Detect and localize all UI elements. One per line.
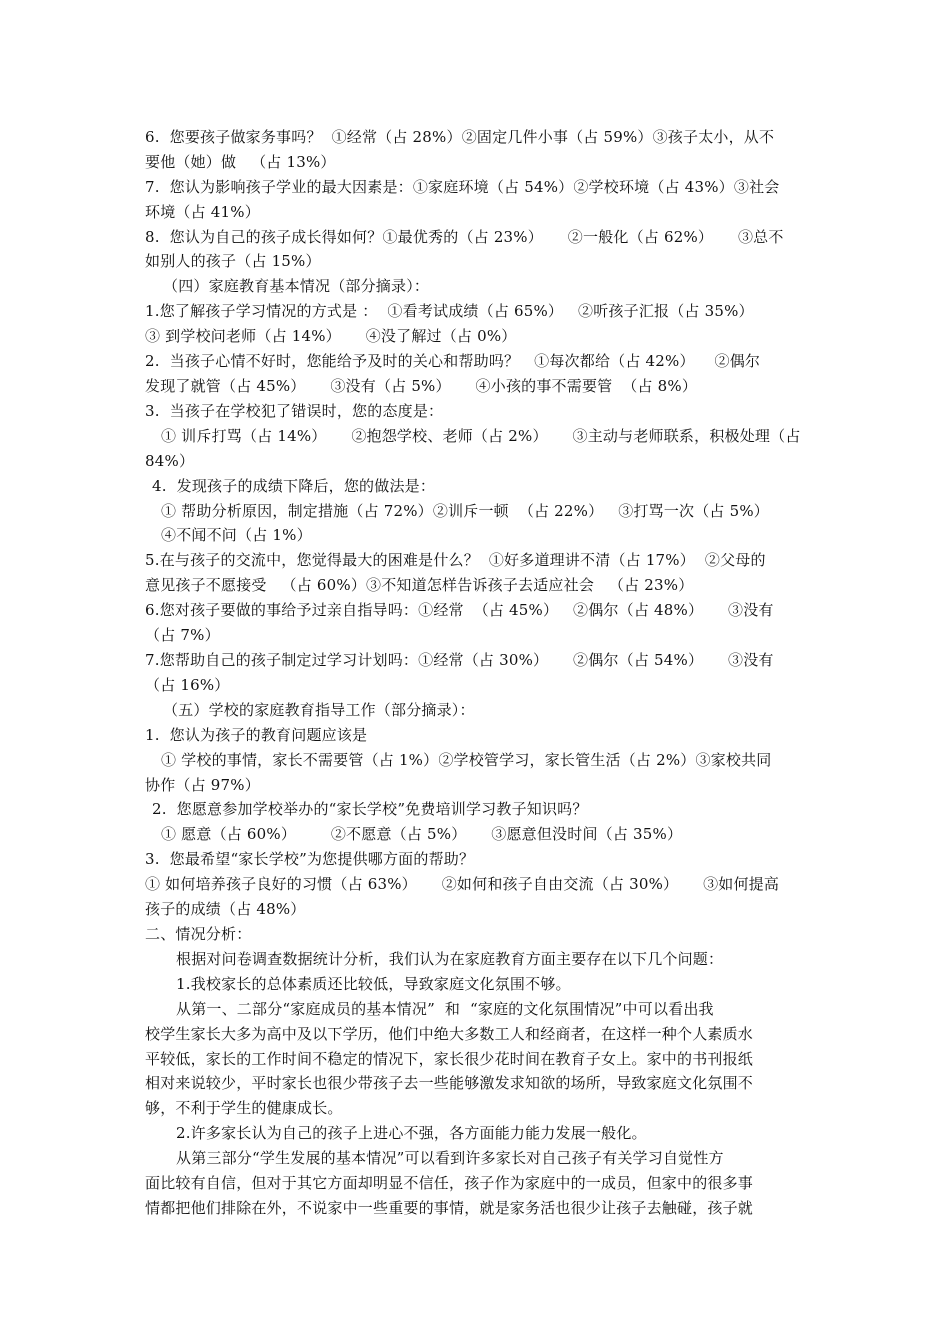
text-line: 平较低，家长的工作时间不稳定的情况下，家长很少花时间在教育子女上。家中的书刊报纸 <box>145 1050 754 1068</box>
text-line: 如别人的孩子（占 15%） <box>145 252 321 270</box>
text-line: 1.您了解孩子学习情况的方式是 ： ①看考试成绩（占 65%） ②听孩子汇报（占 35%） <box>145 302 754 320</box>
text-line: 2. 您愿意参加学校举办的“家长学校”免费培训学习教子知识吗？ <box>152 800 588 818</box>
text-line: 84%） <box>145 452 195 470</box>
text-line: （占 7%） <box>145 626 220 644</box>
text-line: 要他（她）做 （占 13%） <box>145 153 336 171</box>
text-line: 意见孩子不愿接受 （占 60%）③不知道怎样告诉孩子去适应社会 （占 23%） <box>145 576 694 594</box>
text-line: 2.许多家长认为自己的孩子上进心不强，各方面能力能力发展一般化。 <box>176 1124 647 1142</box>
text-line: 1. 您认为孩子的教育问题应该是 <box>145 726 368 744</box>
text-line: 8. 您认为自己的孩子成长得如何？①最优秀的（占 23%） ②一般化（占 62%） ③总不 <box>145 228 784 246</box>
text-line: 相对来说较少，平时家长也很少带孩子去一些能够激发求知欲的场所，导致家庭文化氛围不 <box>145 1074 754 1092</box>
text-line: 6.您对孩子要做的事给予过亲自指导吗：①经常 （占 45%） ②偶尔（占 48%） ③没有 <box>145 601 774 619</box>
text-line: 根据对问卷调查数据统计分析，我们认为在家庭教育方面主要存在以下几个问题： <box>176 950 724 968</box>
text-line: 情都把他们排除在外，不说家中一些重要的事情，就是家务活也很少让孩子去触碰，孩子就 <box>145 1199 754 1217</box>
text-line: 5.在与孩子的交流中，您觉得最大的困难是什么？ ①好多道理讲不清（占 17%） ②父母的 <box>145 551 766 569</box>
text-line: （占 16%） <box>145 676 230 694</box>
text-line: ① 训斥打骂（占 14%） ②抱怨学校、老师（占 2%） ③主动与老师联系，积极处理（占 <box>161 427 801 445</box>
text-line: ① 学校的事情，家长不需要管（占 1%）②学校管学习，家长管生活（占 2%）③家校共同 <box>161 751 772 769</box>
text-line: 面比较有自信，但对于其它方面却明显不信任，孩子作为家庭中的一成员，但家中的很多事 <box>145 1174 754 1192</box>
text-line: ③ 到学校问老师（占 14%） ④没了解过（占 0%） <box>145 327 517 345</box>
text-line: 4. 发现孩子的成绩下降后，您的做法是： <box>152 477 436 495</box>
text-line: 从第一、二部分“家庭成员的基本情况” 和 “家庭的文化氛围情况”中可以看出我 <box>176 1000 714 1018</box>
text-line: 协作（占 97%） <box>145 776 260 794</box>
section-heading: （五）学校的家庭教育指导工作（部分摘录）： <box>163 701 475 719</box>
text-line: 2. 当孩子心情不好时，您能给予及时的关心和帮助吗？ ①每次都给（占 42%） ②偶尔 <box>145 352 761 370</box>
text-line: ① 帮助分析原因，制定措施（占 72%）②训斥一顿 （占 22%） ③打骂一次（占 5%） <box>161 502 769 520</box>
text-line: 1.我校家长的总体素质还比较低，导致家庭文化氛围不够。 <box>176 975 571 993</box>
text-line: 从第三部分“学生发展的基本情况”可以看到许多家长对自己孩子有关学习自觉性方 <box>176 1149 724 1167</box>
text-line: 发现了就管（占 45%） ③没有（占 5%） ④小孩的事不需要管 （占 8%） <box>145 377 698 395</box>
section-heading: （四）家庭教育基本情况（部分摘录）： <box>163 277 430 295</box>
text-line: ① 如何培养孩子良好的习惯（占 63%） ②如何和孩子自由交流（占 30%） ③如何提高 <box>145 875 780 893</box>
text-line: 3. 您最希望“家长学校”为您提供哪方面的帮助？ <box>145 850 475 868</box>
text-line: 3. 当孩子在学校犯了错误时，您的态度是： <box>145 402 444 420</box>
section-heading: 二、情况分析： <box>145 925 252 943</box>
text-line: 孩子的成绩（占 48%） <box>145 900 306 918</box>
text-line: 校学生家长大多为高中及以下学历，他们中绝大多数工人和经商者，在这样一种个人素质水 <box>145 1025 754 1043</box>
text-line: 够，不利于学生的健康成长。 <box>145 1099 343 1117</box>
text-line: 环境（占 41%） <box>145 203 260 221</box>
text-line: 7. 您认为影响孩子学业的最大因素是：①家庭环境（占 54%）②学校环境（占 43%）③社会 <box>145 178 780 196</box>
text-line: 7.您帮助自己的孩子制定过学习计划吗：①经常（占 30%） ②偶尔（占 54%） ③没有 <box>145 651 774 669</box>
text-line: ④不闻不问（占 1%） <box>161 526 312 544</box>
text-line: 6. 您要孩子做家务事吗？ ①经常（占 28%）②固定几件小事（占 59%）③孩子太小，从不 <box>145 128 775 146</box>
text-line: ① 愿意（占 60%） ②不愿意（占 5%） ③愿意但没时间（占 35%） <box>161 825 683 843</box>
